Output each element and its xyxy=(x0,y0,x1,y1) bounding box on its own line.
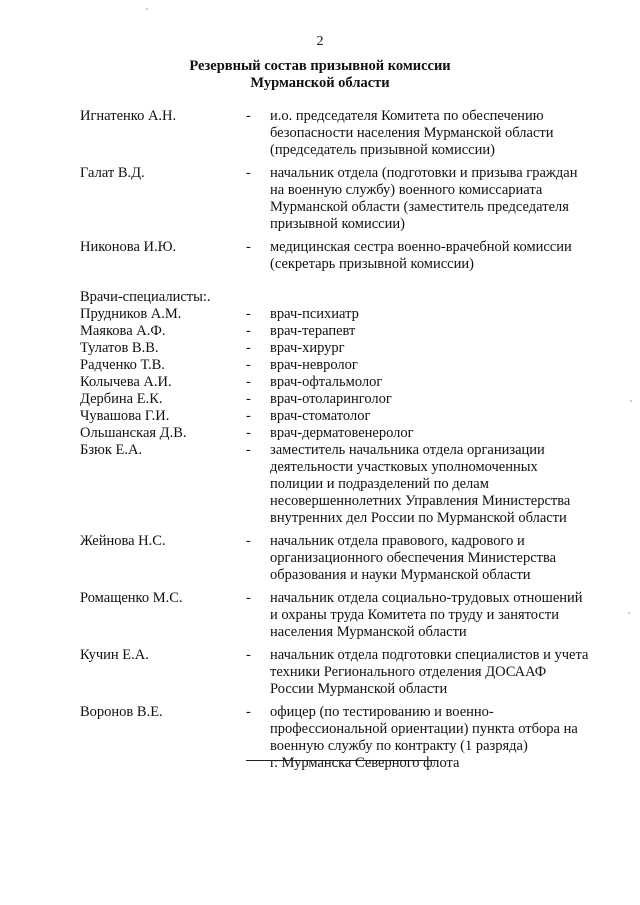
member-name: Радченко Т.В. xyxy=(80,357,165,373)
member-role: офицер (по тестированию и военно- профессиональной ориентации) пункта отбора на военную службу по контракту (1 разряда) г. Мурманска Северного флота xyxy=(270,704,578,771)
title-line-2: Мурманской области xyxy=(250,75,390,91)
member-role: врач-отоларинголог xyxy=(270,391,392,407)
page-number: 2 xyxy=(316,34,324,49)
member-name: Колычева А.И. xyxy=(80,374,172,390)
member-role: врач-офтальмолог xyxy=(270,374,383,390)
member-role: заместитель начальника отдела организации деятельности участковых уполномоченных полиции и подразделений по делам несовершеннолетних Управления Министерства внутренних дел России по Мурманской области xyxy=(270,442,571,526)
roster-entry-specialist xyxy=(80,306,610,323)
dash-separator: - xyxy=(246,340,251,356)
member-role: начальник отдела (подготовки и призыва граждан на военную службу) военного комиссариата Мурманской области (заместитель председателя призывной комиссии) xyxy=(270,165,578,232)
dash-separator: - xyxy=(246,590,251,606)
roster-entry-specialist xyxy=(80,391,610,408)
dash-separator: - xyxy=(246,306,251,322)
scan-speck xyxy=(630,400,632,402)
document-title xyxy=(0,58,640,92)
dash-separator: - xyxy=(246,704,251,720)
member-role: начальник отдела подготовки специалистов и учета техники Регионального отделения ДОСААФ России Мурманской области xyxy=(270,647,589,697)
roster-entry-secretary xyxy=(80,239,610,273)
member-role: медицинская сестра военно-врачебной комиссии (секретарь призывной комиссии) xyxy=(270,239,572,272)
roster-entry-specialist xyxy=(80,425,610,442)
dash-separator: - xyxy=(246,323,251,339)
roster-entry-specialist xyxy=(80,357,610,374)
roster-entry-specialist xyxy=(80,374,610,391)
member-name: Прудников А.М. xyxy=(80,306,182,322)
member-role: начальник отдела социально-трудовых отношений и охраны труда Комитета по труду и занятости населения Мурманской области xyxy=(270,590,583,640)
scan-speck xyxy=(146,8,148,10)
dash-separator: - xyxy=(246,108,251,124)
roster-entry-deputy-chairman xyxy=(80,165,610,233)
roster-entry-specialist xyxy=(80,340,610,357)
specialists-heading: Врачи-специалисты:. xyxy=(80,289,211,305)
title-line-1: Резервный состав призывной комиссии xyxy=(189,58,451,74)
commission-roster xyxy=(80,108,610,772)
member-role: врач-невролог xyxy=(270,357,358,373)
member-role: врач-хирург xyxy=(270,340,345,356)
member-role: врач-стоматолог xyxy=(270,408,371,424)
member-role: врач-дерматовенеролог xyxy=(270,425,414,441)
member-name: Маякова А.Ф. xyxy=(80,323,166,339)
member-name: Бзюк Е.А. xyxy=(80,442,143,458)
dash-separator: - xyxy=(246,408,251,424)
scan-speck xyxy=(628,612,630,614)
roster-entry-chairman xyxy=(80,108,610,159)
member-name: Тулатов В.В. xyxy=(80,340,159,356)
member-role: начальник отдела правового, кадрового и организационного обеспечения Министерства образования и науки Мурманской области xyxy=(270,533,557,583)
roster-entry-member xyxy=(80,442,610,527)
dash-separator: - xyxy=(246,442,251,458)
roster-entry-member xyxy=(80,647,610,698)
member-role: и.о. председателя Комитета по обеспечению безопасности населения Мурманской области (председатель призывной комиссии) xyxy=(270,108,554,158)
member-name: Ольшанская Д.В. xyxy=(80,425,187,441)
dash-separator: - xyxy=(246,533,251,549)
dash-separator: - xyxy=(246,357,251,373)
dash-separator: - xyxy=(246,425,251,441)
roster-entry-member xyxy=(80,704,610,772)
member-name: Галат В.Д. xyxy=(80,165,145,181)
member-role: врач-психиатр xyxy=(270,306,359,322)
member-name: Ромащенко М.С. xyxy=(80,590,183,606)
member-role: врач-терапевт xyxy=(270,323,356,339)
closing-divider-line xyxy=(246,760,438,761)
member-name: Никонова И.Ю. xyxy=(80,239,177,255)
roster-entry-member xyxy=(80,533,610,584)
dash-separator: - xyxy=(246,374,251,390)
member-name: Кучин Е.А. xyxy=(80,647,149,663)
roster-entry-member xyxy=(80,590,610,641)
member-name: Жейнова Н.С. xyxy=(80,533,166,549)
member-name: Игнатенко А.Н. xyxy=(80,108,177,124)
member-name: Воронов В.Е. xyxy=(80,704,163,720)
dash-separator: - xyxy=(246,647,251,663)
dash-separator: - xyxy=(246,239,251,255)
roster-entry-specialist xyxy=(80,323,610,340)
dash-separator: - xyxy=(246,165,251,181)
member-name: Дербина Е.К. xyxy=(80,391,163,407)
dash-separator: - xyxy=(246,391,251,407)
member-name: Чувашова Г.И. xyxy=(80,408,170,424)
roster-entry-specialist xyxy=(80,408,610,425)
